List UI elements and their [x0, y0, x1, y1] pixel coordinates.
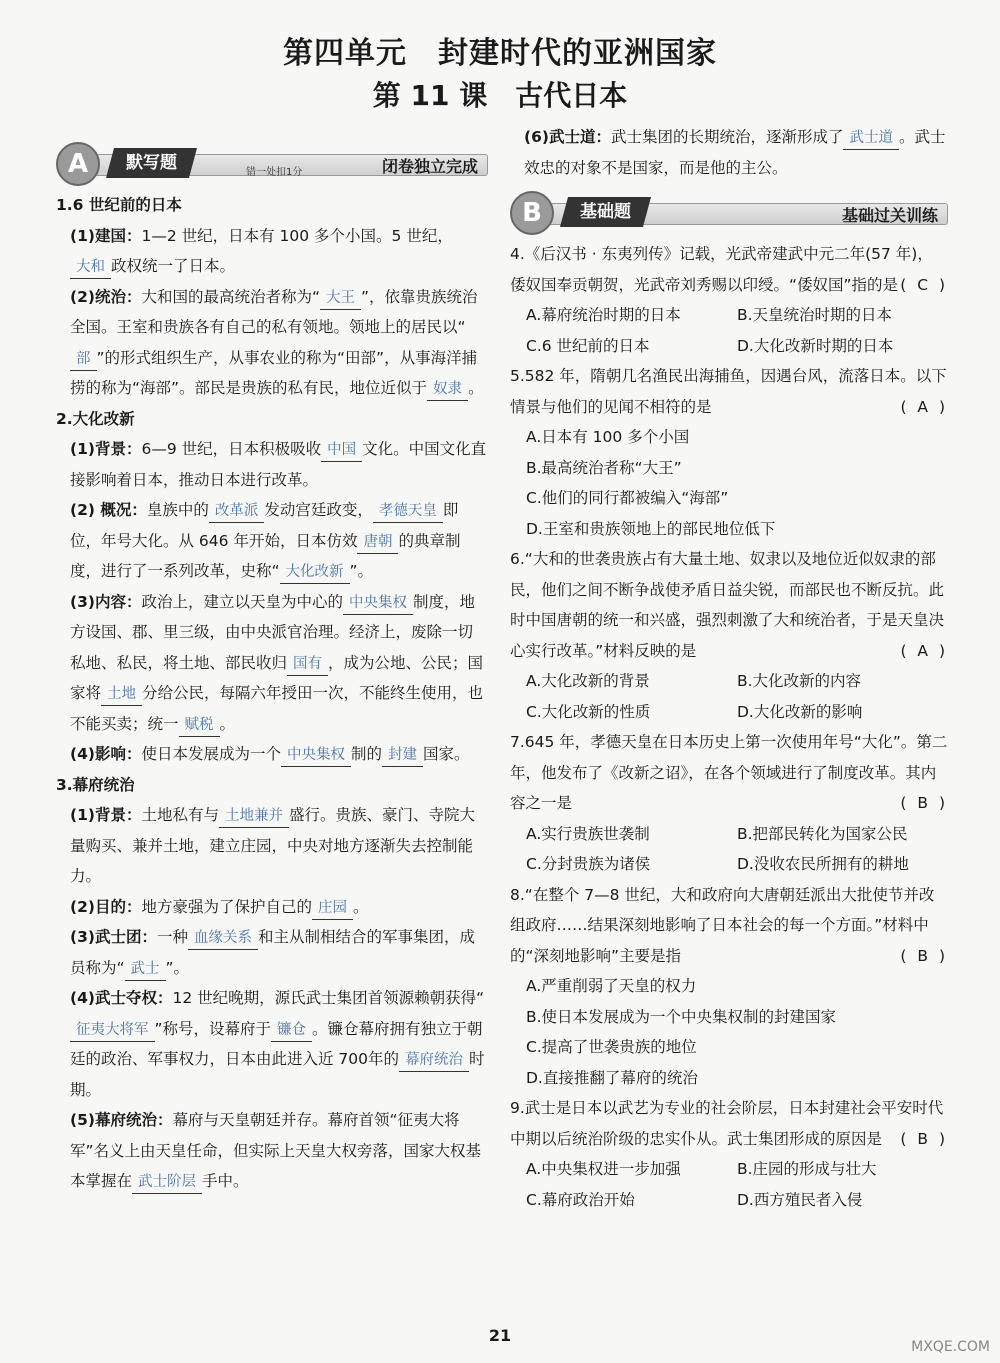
unit-title: 第四单元 封建时代的亚洲国家 — [283, 36, 717, 71]
option: D.直接推翻了幕府的统治 — [526, 1068, 698, 1087]
paragraph: (1)背景：6—9 世纪，日本积极吸收 中国 文化。中国文化直接影响着日本，推动日本进行改革。 — [70, 440, 487, 489]
question-stem: 6.“大和的世袭贵族占有大量土地、奴隶以及地位近似奴隶的部民，他们之间不断争战使矛盾日益尖锐，而部民也不断反抗。此时中国唐朝的统一和兴盛，强烈刺激了大和统治者，于是天皇决心实行改革。”材料反映的是 ( A ) — [510, 544, 948, 666]
option-list — [510, 300, 948, 361]
option: C.幕府政治开始 — [526, 1190, 635, 1209]
section-a-slogan: 闭卷独立完成 — [381, 157, 478, 176]
answer-blank: 中央集权 — [281, 744, 351, 767]
answer-blank: 赋税 — [179, 714, 220, 737]
option: D.大化改新的影响 — [737, 702, 863, 721]
paragraph: (4)武士夺权：12 世纪晚期，源氏武士集团首领源赖朝获得“征夷大将军 ”称号，设幕府于 镰仓 。镰仓幕府拥有独立于朝廷的政治、军事权力，日本由此进入近 700年的 幕府统治 时期。 — [70, 989, 485, 1099]
question-answer: ( B ) — [900, 946, 948, 965]
paragraph: (4)影响：使日本发展成为一个 中央集权 制的 封建 国家。 — [56, 739, 488, 770]
question-item — [510, 544, 948, 727]
question-stem: 5.582 年，隋朝几名渔民出海捕鱼，因遇台风，流落日本。以下情景与他们的见闻不相符的是 ( A ) — [510, 361, 948, 422]
question-list — [510, 239, 948, 1215]
paragraph: (2)统治：大和国的最高统治者称为“ 大王 ”，依靠贵族统治全国。王室和贵族各有自己的私有领地。领地上的居民以“部 ”的形式组织生产，从事农业的称为“田部”，从事海洋捕捞的称为“海部”。部民是贵族的私有民，地位近似于 奴隶 。 — [56, 282, 488, 404]
question-answer: ( B ) — [900, 794, 948, 812]
option: B.庄园的形成与壮大 — [737, 1160, 877, 1178]
option: C.大化改新的性质 — [526, 702, 651, 721]
paragraph: (5)幕府统治：幕府与天皇朝廷并存。幕府首领“征夷大将军”名义上由天皇任命，但实际上天皇大权旁落，国家大权基本掌握在 武士阶层 手中。 — [56, 1105, 488, 1197]
watermark: MXQE.COM — [911, 1339, 990, 1355]
answer-blank: 大和 — [70, 256, 111, 279]
paragraph: (1)背景：土地私有与 土地兼并 盛行。贵族、豪门、寺院大量购买、兼并土地，建立庄园，中央对地方逐渐失去控制能力。 — [70, 806, 475, 885]
option-list — [510, 422, 948, 544]
option: A.日本有 100 多个小国 — [526, 428, 690, 446]
section-b-badge: B — [510, 191, 554, 235]
question-item — [510, 239, 948, 361]
answer-blank: 土地 — [101, 683, 142, 706]
answer-blank: 唐朝 — [357, 531, 398, 554]
option: D.没收农民所拥有的耕地 — [737, 855, 909, 873]
answer-blank: 镰仓 — [271, 1019, 312, 1042]
option: A.幕府统治时期的日本 — [526, 306, 681, 324]
option-list — [510, 666, 948, 727]
option: B.大化改新的内容 — [737, 672, 862, 690]
paragraph: (2)目的：地方豪强为了保护自己的 庄园 。 — [56, 892, 488, 923]
answer-blank: 部 — [70, 348, 97, 371]
paragraph: (2) 概况：皇族中的 改革派 发动宫廷政变， 孝德天皇 即位，年号大化。从 646 年开始，日本仿效 唐朝 的典章制度，进行了一系列改革，史称“ 大化改新 ”。 — [56, 495, 488, 587]
section-heading: 1.6 世纪前的日本 — [56, 196, 182, 214]
option: C.提高了世袭贵族的地位 — [526, 1038, 697, 1056]
answer-blank: 武士阶层 — [132, 1171, 202, 1194]
option: C.分封贵族为诸侯 — [526, 855, 651, 873]
answer-blank: 中央集权 — [343, 592, 413, 615]
section-a-banner — [56, 142, 488, 186]
option-list — [510, 971, 948, 1093]
option: A.严重削弱了天皇的权力 — [526, 977, 697, 995]
answer-blank: 中国 — [321, 439, 362, 462]
option: B.把部民转化为国家公民 — [737, 824, 908, 843]
question-item — [510, 361, 948, 544]
section-heading: 2.大化改新 — [56, 409, 135, 428]
section-b-slogan: 基础过关训练 — [841, 206, 938, 225]
option: B.使日本发展成为一个中央集权制的封建国家 — [526, 1007, 837, 1026]
question-answer: ( A ) — [900, 397, 948, 416]
option: D.大化改新时期的日本 — [737, 336, 894, 355]
answer-blank: 土地兼并 — [219, 805, 289, 828]
answer-blank: 大化改新 — [280, 561, 350, 584]
option: D.西方殖民者入侵 — [737, 1190, 863, 1209]
question-stem: 7.645 年，孝德天皇在日本历史上第一次使用年号“大化”。第二年，他发布了《改新之诏》，在各个领域进行了制度改革。其内容之一是 ( B ) — [510, 727, 948, 819]
section-a-note: 错一处扣1分 — [246, 167, 303, 178]
answer-blank: 孝德天皇 — [373, 500, 443, 523]
left-column — [56, 142, 488, 1197]
paragraph: (6)武士道：武士集团的长期统治，逐渐形成了 武士道 。武士效忠的对象不是国家，而是他的主公。 — [524, 128, 946, 177]
answer-blank: 征夷大将军 — [70, 1019, 155, 1042]
answer-blank: 武士 — [125, 958, 166, 981]
answer-blank: 幕府统治 — [399, 1049, 469, 1072]
question-stem: 8.“在整个 7—8 世纪，大和政府向大唐朝廷派出大批使节并改组政府……结果深刻地影响了日本社会的每一个方面。”材料中的“深刻地影响”主要是指 ( B ) — [510, 880, 948, 972]
option: B.最高统治者称“大王” — [526, 458, 682, 477]
option: D.王室和贵族领地上的部民地位低下 — [526, 519, 776, 538]
section-b-kind: 基础题 — [560, 197, 651, 227]
section-b-banner — [510, 191, 948, 235]
option: A.实行贵族世袭制 — [526, 824, 650, 843]
lesson-title: 第 11 课 古代日本 — [372, 79, 628, 112]
question-answer: ( B ) — [900, 1129, 948, 1148]
option: C.他们的同行都被编入“海部” — [526, 489, 729, 507]
answer-blank: 血缘关系 — [188, 927, 258, 950]
answer-blank: 改革派 — [209, 500, 265, 523]
option: C.6 世纪前的日本 — [526, 336, 650, 355]
question-answer: ( A ) — [900, 641, 948, 660]
section-a-kind: 默写题 — [106, 148, 197, 178]
answer-blank: 国有 — [287, 653, 328, 676]
paragraph: (1)建国：1—2 世纪，日本有 100 多个小国。5 世纪，大和 政权统一了日本。 — [56, 221, 488, 282]
question-answer: ( C ) — [900, 275, 948, 294]
question-item — [510, 727, 948, 880]
paragraph: (3)内容：政治上，建立以天皇为中心的 中央集权 制度，地方设国、郡、里三级，由中央派官治理。经济上，废除一切私地、私民，将土地、部民收归 国有 ，成为公地、公民；国家将 土地 分给公民，每隔六年授田一次，不能终生使用，也不能买卖；统一 赋税 。 — [56, 587, 488, 740]
question-item — [510, 880, 948, 1094]
answer-blank: 封建 — [382, 744, 423, 767]
option: B.天皇统治时期的日本 — [737, 306, 893, 324]
option: A.大化改新的背景 — [526, 672, 650, 690]
answer-blank: 庄园 — [312, 897, 353, 920]
section-a-badge: A — [56, 142, 100, 186]
answer-blank: 奴隶 — [427, 378, 468, 401]
option: A.中央集权进一步加强 — [526, 1160, 681, 1178]
question-stem: 4.《后汉书 · 东夷列传》记载，光武帝建武中元二年(57 年)，倭奴国奉贡朝贺，光武帝刘秀赐以印绶。“倭奴国”指的是 ( C ) — [510, 239, 948, 300]
question-item — [510, 1093, 948, 1215]
section-heading: 3.幕府统治 — [56, 775, 135, 794]
answer-blank: 大王 — [320, 287, 361, 310]
right-column — [510, 122, 948, 1215]
option-list — [510, 819, 948, 880]
paragraph: (3)武士团：一种 血缘关系 和主从制相结合的军事集团，成员称为“ 武士 ”。 — [56, 922, 488, 983]
option-list — [510, 1154, 948, 1215]
question-stem: 9.武士是日本以武艺为专业的社会阶层，日本封建社会平安时代中期以后统治阶级的忠实仆从。武士集团形成的原因是 ( B ) — [510, 1093, 948, 1154]
answer-blank: 武士道 — [843, 127, 899, 150]
page-number: 21 — [488, 1326, 512, 1345]
